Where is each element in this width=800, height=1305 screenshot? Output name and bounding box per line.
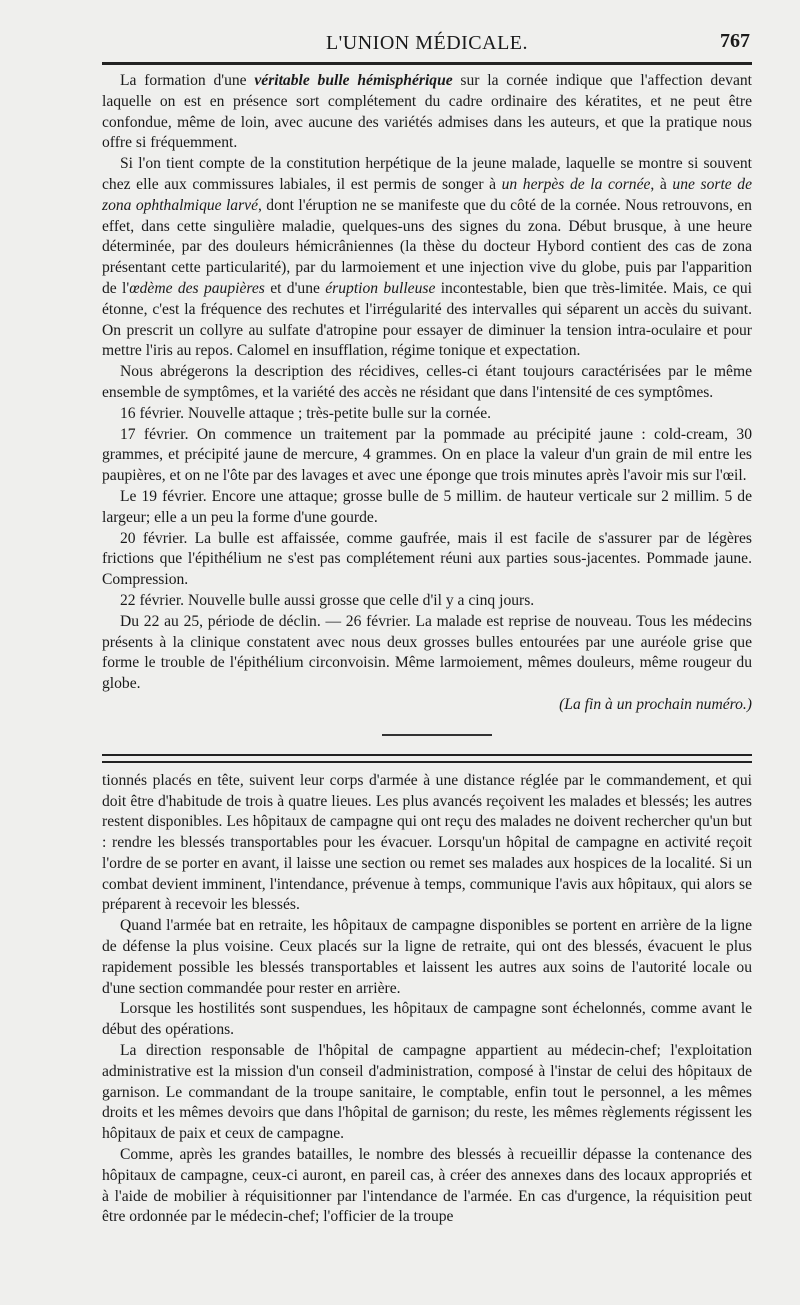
paragraph: La formation d'une véritable bulle hémisphérique sur la cornée indique que l'affection devant laquelle on est en présence sort complétement du cadre ordinaire des kératites, et ne peut être confondue, même de loin, avec aucune des variétés admises dans les auteurs, et que la pratique nous offre si fréquemment. <box>102 72 752 152</box>
paragraph: La direction responsable de l'hôpital de campagne appartient au médecin-chef; l'exploitation administrative est la mission d'un conseil d'administration, composé à l'instar de celui des hôpitaux de garnison. Le commandant de la troupe sanitaire, le comptable, enfin tout le personnel, a les mêmes droits et les mêmes devoirs que dans l'hôpital de garnison; du reste, les mêmes règlements régissent les hôpitaux de paix et ceux de campagne. <box>102 1042 752 1143</box>
paragraph: 16 février. Nouvelle attaque ; très-petite bulle sur la cornée. <box>120 404 492 422</box>
paragraph: Nous abrégerons la description des récidives, celles-ci étant toujours caractérisées par le même ensemble de symptômes, et la variété des accès ne résidant que dans l'intensité de ces symptômes. <box>102 363 752 401</box>
article-bottom <box>102 771 752 1229</box>
article-top <box>102 71 752 716</box>
header-rule <box>102 62 752 65</box>
paragraph: 20 février. La bulle est affaissée, comme gaufrée, mais il est facile de s'assurer par de légères frictions que l'épithélium ne s'est pas complétement réuni aux parties sous-jacentes. Pommade jaune. Compression. <box>102 529 752 589</box>
journal-title: L'UNION MÉDICALE. <box>325 32 529 54</box>
paragraph: Quand l'armée bat en retraite, les hôpitaux de campagne disponibles se portent en arrière de la ligne de défense la plus voisine. Ceux placés sur la ligne de retraite, qui ont des blessés, évacuent le plus rapidement possible les blessés transportables et laissent les autres aux soins de l'autorité locale ou d'une section commandée pour rester en arrière. <box>102 917 752 997</box>
section-divider <box>382 734 492 736</box>
paragraph: Le 19 février. Encore une attaque; grosse bulle de 5 millim. de hauteur verticale sur 2 millim. 5 de largeur; elle a un peu la forme d'une gourde. <box>102 487 752 526</box>
page-number: 767 <box>720 30 750 52</box>
running-header <box>102 28 752 62</box>
paragraph: Si l'on tient compte de la constitution herpétique de la jeune malade, laquelle se montre si souvent chez elle aux commissures labiales, il est permis de songer à un herpès de la cornée, à une sorte de zona ophthalmique larvé, dont l'éruption ne se manifeste que du côté de la cornée. Nous retrouvons, en effet, dans cette singulière maladie, quelques-uns des signes du zona. Début brusque, à une heure déterminée, par des douleurs hémicrâniennes (la thèse du docteur Hybord contient des cas de zona présentant cette particularité), par du larmoiement et une injection vive du globe, puis par l'apparition de l'œdème des paupières et d'une éruption bulleuse incontestable, bien que très-limitée. Mais, ce qui étonne, c'est la fréquence des rechutes et l'irrégularité des intervalles qui séparent un accès du suivant. On prescrit un collyre au sulfate d'atropine pour essayer de diminuer la tension intra-oculaire et pour mettre l'iris au repos. Calomel en insufflation, régime tonique et expectation. <box>102 155 752 360</box>
paragraph: Comme, après les grandes batailles, le nombre des blessés à recueillir dépasse la contenance des hôpitaux de campagne, ceux-ci auront, en pareil cas, à créer des annexes dans des locaux appropriés et à l'aide de mobilier à réquisitionner par l'intendance de l'armée. En cas d'urgence, la réquisition peut être ordonnée par le médecin-chef; l'officier de la troupe <box>102 1146 752 1226</box>
paragraph: 17 février. On commence un traitement par la pommade au précipité jaune : cold-cream, 30 grammes, et précipité jaune de mercure, 4 grammes. On en place la valeur d'un grain de mil entre les paupières, et on ne l'ôte par des lavages et avec une éponge que trois minutes après l'avoir mis sur l'œil. <box>102 425 752 485</box>
feuilleton-divider <box>102 754 752 763</box>
paragraph: 22 février. Nouvelle bulle aussi grosse que celle d'il y a cinq jours. <box>120 591 535 609</box>
paragraph: tionnés placés en tête, suivent leur corps d'armée à une distance réglée par le commandement, et qui doit être d'habitude de trois à quatre lieues. Les plus avancés reçoivent les malades et blessés; les autres restent disponibles. Les hôpitaux de campagne qui ont reçu des malades ne doivent rechercher qu'un but : rendre les blessés transportables pour les évacuer. Lorsqu'un hôpital de campagne en activité reçoit l'ordre de se porter en avant, il laisse une section ou remet ses malades aux hospices de la localité. Si un combat devient imminent, l'intendance, prévenue à temps, communique l'avis aux hôpitaux, qui alors se préparent à recevoir les blessés. <box>102 771 752 914</box>
continuation-note: (La fin à un prochain numéro.) <box>559 695 752 713</box>
paragraph: Du 22 au 25, période de déclin. — 26 février. La malade est reprise de nouveau. Tous les médecins présents à la clinique constatent avec nous deux grosses bulles entourées par une auréole grise que forme le trouble de l'épithélium circonvoisin. Même larmoiement, mêmes douleurs, même rougeur du globe. <box>102 612 752 693</box>
paragraph: Lorsque les hostilités sont suspendues, les hôpitaux de campagne sont échelonnés, comme avant le début des opérations. <box>102 1000 752 1039</box>
